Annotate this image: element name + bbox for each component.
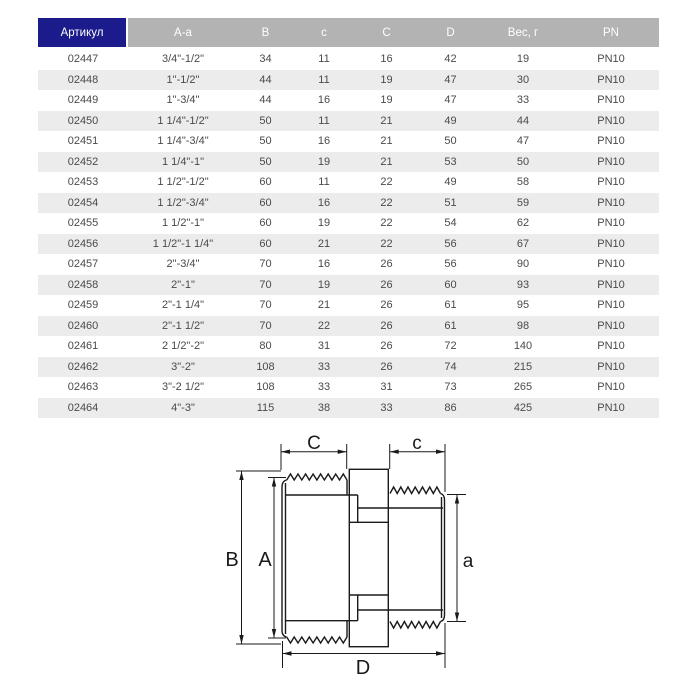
table-cell: 02449 [67, 94, 99, 107]
table-cell: 53 [418, 152, 483, 173]
table-cell: 26 [380, 340, 393, 353]
table-cell: 21 [293, 234, 355, 255]
table-cell: 47 [516, 135, 530, 148]
table-cell: 26 [380, 299, 393, 312]
table-cell: 21 [317, 299, 331, 312]
column-header: PN [563, 18, 659, 47]
column-header: D [418, 18, 483, 47]
table-cell: 16 [317, 258, 331, 271]
table-cell: 50 [259, 135, 272, 148]
table-cell: 31 [317, 340, 331, 353]
table-cell: 58 [516, 176, 530, 189]
table-cell: PN10 [563, 193, 659, 214]
arrow-up-icon [239, 471, 243, 480]
table-cell: 34 [238, 47, 293, 70]
table-cell: 44 [259, 94, 272, 107]
table-cell: 21 [355, 111, 418, 132]
table-cell: 42 [418, 47, 483, 70]
dimension-c-small [390, 433, 445, 492]
column-header: B [238, 18, 293, 47]
table-cell: 38 [293, 398, 355, 419]
table-cell: 108 [256, 381, 275, 394]
table-cell: PN10 [597, 340, 625, 353]
table-cell: 02460 [38, 316, 128, 337]
arrow-right-icon [436, 651, 445, 655]
table-cell: 1 1/2"-1 1/4" [128, 234, 238, 255]
table-cell: PN10 [597, 258, 625, 271]
table-cell: 95 [516, 299, 530, 312]
dim-label-c: c [412, 433, 422, 454]
table-cell: 31 [380, 381, 393, 394]
table-cell: 22 [293, 316, 355, 337]
table-cell: 16 [355, 47, 418, 70]
left-body-top-thread [287, 474, 347, 480]
table-cell: 19 [293, 275, 355, 296]
table-cell: 1 1/4"-1/2" [128, 111, 238, 132]
table-cell: 11 [293, 70, 355, 91]
table-cell: 49 [418, 111, 483, 132]
table-cell: PN10 [563, 275, 659, 296]
table-cell: 22 [380, 176, 393, 189]
table-cell: 21 [355, 152, 418, 173]
table-cell: 60 [259, 217, 272, 230]
table-cell: 02457 [67, 258, 99, 271]
arrow-up-icon [455, 495, 459, 504]
arrow-left-icon [390, 450, 399, 454]
table-cell: 44 [483, 111, 563, 132]
column-header: Артикул [38, 18, 128, 47]
table-cell: 1 1/2"-3/4" [128, 193, 238, 214]
left-body [282, 474, 358, 643]
table-cell: 50 [483, 152, 563, 173]
table-cell: 30 [483, 70, 563, 91]
dim-label-B: B [225, 549, 239, 571]
table-cell: 115 [238, 398, 293, 419]
table-cell: 19 [355, 70, 418, 91]
table-cell: 26 [355, 357, 418, 378]
table-cell: 02461 [67, 340, 99, 353]
arrow-down-icon [239, 635, 243, 644]
table-cell: 1 1/2"-1/2" [157, 176, 209, 189]
table-cell: 1 1/4"-3/4" [157, 135, 209, 148]
table-cell: 60 [238, 234, 293, 255]
table-cell: 72 [444, 340, 457, 353]
table-cell: 33 [516, 94, 530, 107]
table-cell: 47 [418, 70, 483, 91]
table-cell: 22 [355, 234, 418, 255]
table-cell: 02464 [38, 398, 128, 419]
table-cell: 61 [444, 299, 457, 312]
table-cell: 02462 [38, 357, 128, 378]
dim-label-D: D [355, 657, 371, 679]
table-cell: 62 [516, 217, 530, 230]
table-cell: 50 [238, 152, 293, 173]
table-cell: 16 [317, 94, 331, 107]
table-cell: 93 [483, 275, 563, 296]
table-cell: 1"-1/2" [128, 70, 238, 91]
table-cell: 67 [483, 234, 563, 255]
arrow-left-icon [283, 651, 292, 655]
table-cell: 11 [293, 47, 355, 70]
table-cell: 60 [259, 176, 272, 189]
table-cell: 73 [444, 381, 457, 394]
table-cell: 11 [318, 176, 330, 189]
table-cell: 108 [238, 357, 293, 378]
table-cell: PN10 [597, 299, 625, 312]
column-header: c [293, 18, 355, 47]
right-body-top-thread [390, 487, 441, 494]
table-cell: 19 [317, 217, 331, 230]
arrow-right-icon [436, 450, 445, 454]
table-cell: PN10 [597, 176, 625, 189]
table-cell: 19 [380, 94, 393, 107]
table-cell: PN10 [563, 111, 659, 132]
table-cell: PN10 [563, 234, 659, 255]
table-cell: 02451 [67, 135, 99, 148]
table-cell: 56 [444, 258, 457, 271]
table-cell: 19 [483, 47, 563, 70]
table-cell: PN10 [563, 357, 659, 378]
table-cell: 80 [259, 340, 272, 353]
table-cell: 22 [380, 217, 393, 230]
table-cell: 49 [444, 176, 457, 189]
right-body-bottom-thread [390, 622, 441, 629]
column-header: Вес, г [483, 18, 563, 47]
arrow-left-icon [281, 450, 290, 454]
table-cell: 02456 [38, 234, 128, 255]
table-cell: 3/4"-1/2" [128, 47, 238, 70]
table-cell: PN10 [597, 381, 625, 394]
table-cell: 70 [259, 299, 272, 312]
table-cell: PN10 [563, 398, 659, 419]
table-cell: 44 [238, 70, 293, 91]
table-cell: 02453 [67, 176, 99, 189]
table-cell: 215 [483, 357, 563, 378]
table-cell: 70 [238, 316, 293, 337]
table-cell: 02458 [38, 275, 128, 296]
arrow-down-icon [272, 629, 276, 638]
arrow-down-icon [455, 613, 459, 622]
table-cell: 70 [259, 258, 272, 271]
table-cell: 02450 [38, 111, 128, 132]
table-cell: 2"-1 1/4" [161, 299, 205, 312]
table-cell: 51 [418, 193, 483, 214]
table-cell: 3"-2 1/2" [161, 381, 205, 394]
table-cell: 22 [355, 193, 418, 214]
table-cell: 60 [418, 275, 483, 296]
dimension-C [281, 433, 347, 470]
table-cell: 3"-2" [128, 357, 238, 378]
table-cell: PN10 [563, 47, 659, 70]
table-cell: PN10 [597, 217, 625, 230]
table-cell: 1"-3/4" [166, 94, 200, 107]
table-cell: PN10 [597, 135, 625, 148]
arrow-right-icon [338, 450, 347, 454]
table-cell: 60 [238, 193, 293, 214]
table-cell: 4"-3" [128, 398, 238, 419]
left-body-bottom-thread [287, 637, 347, 643]
table-cell: 11 [293, 111, 355, 132]
table-cell: 265 [513, 381, 533, 394]
table-cell: 50 [238, 111, 293, 132]
table-cell: 50 [444, 135, 457, 148]
table-cell: 02455 [67, 217, 99, 230]
table-cell: 33 [293, 357, 355, 378]
table-cell: 02452 [38, 152, 128, 173]
table-cell: 86 [418, 398, 483, 419]
table-cell: 90 [516, 258, 530, 271]
dim-label-A: A [258, 549, 272, 571]
table-cell: 21 [380, 135, 393, 148]
table-cell: 74 [418, 357, 483, 378]
table-cell: 19 [293, 152, 355, 173]
table-cell: 16 [293, 193, 355, 214]
table-cell: 59 [483, 193, 563, 214]
dimension-B [225, 471, 281, 644]
table-cell: 70 [238, 275, 293, 296]
table-cell: 33 [317, 381, 331, 394]
table-cell: 26 [355, 275, 418, 296]
dim-label-C: C [307, 433, 321, 454]
table-cell: 26 [355, 316, 418, 337]
table-cell: 02454 [38, 193, 128, 214]
table-cell: 33 [355, 398, 418, 419]
column-header: A-a [128, 18, 238, 47]
table-cell: 02463 [67, 381, 99, 394]
table-cell: 61 [418, 316, 483, 337]
table-cell: 02448 [38, 70, 128, 91]
table-cell: 98 [483, 316, 563, 337]
arrow-up-icon [272, 478, 276, 487]
table-cell: 1 1/4"-1" [128, 152, 238, 173]
table-cell: 26 [380, 258, 393, 271]
table-cell: 56 [418, 234, 483, 255]
table-cell: 47 [444, 94, 457, 107]
table-cell: 02447 [38, 47, 128, 70]
table-cell: PN10 [563, 70, 659, 91]
dimension-a-small [447, 495, 474, 622]
dim-label-a: a [462, 551, 474, 572]
table-cell: PN10 [597, 94, 625, 107]
table-cell: PN10 [563, 316, 659, 337]
table-cell: 1 1/2"-1" [161, 217, 205, 230]
table-cell: 2 1/2"-2" [161, 340, 205, 353]
column-header: C [355, 18, 418, 47]
right-body [358, 487, 445, 628]
table-cell: 54 [444, 217, 457, 230]
table-cell: 02459 [67, 299, 99, 312]
table-cell: 2"-1" [128, 275, 238, 296]
dimension-D [283, 623, 446, 679]
table-cell: 16 [317, 135, 331, 148]
table-cell: 2"-1 1/2" [128, 316, 238, 337]
table-cell: PN10 [563, 152, 659, 173]
table-cell: 425 [483, 398, 563, 419]
table-cell: 2"-3/4" [166, 258, 200, 271]
table-cell: 140 [513, 340, 533, 353]
